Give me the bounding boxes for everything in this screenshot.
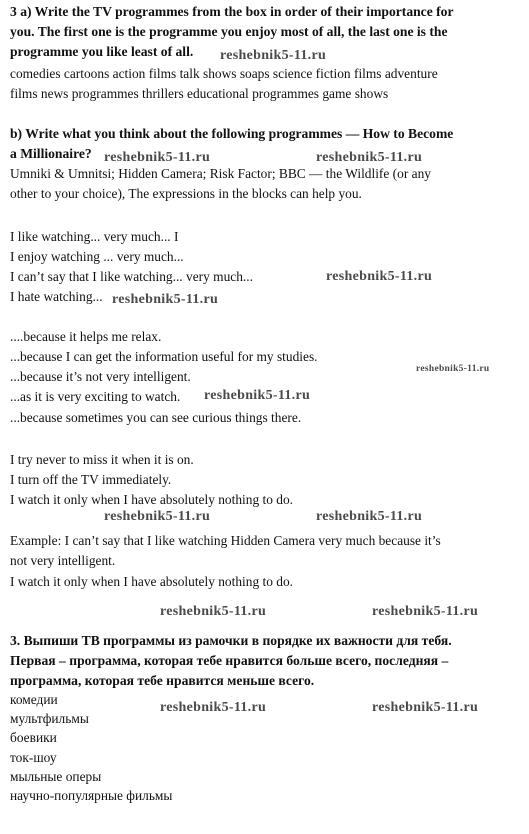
block3-line: I try never to miss it when it is on. [10,452,194,467]
programmes-box-line2: films news programmes thrillers educational programmes game shows [10,86,389,101]
block1-line: I can’t say that I like watching... very much... [10,269,253,284]
watermark: reshebnik5-11.ru [220,48,327,63]
example-line2: not very intelligent. [10,553,116,568]
block3-line: I turn off the TV immediately. [10,472,172,487]
section-a-title-line1: 3 a) Write the TV programmes from the box in order of their importance for [10,4,454,19]
block2-line: ...because I can get the information useful for my studies. [10,349,318,364]
section-a-title-line2: you. The first one is the programme you enjoy most of all, the last one is the [10,24,448,39]
block1-line: I hate watching... [10,289,103,304]
section-b-title-line2: a Millionaire? [10,146,92,161]
watermark: reshebnik5-11.ru [112,292,219,307]
example-line3: I watch it only when I have absolutely nothing to do. [10,574,294,589]
russian-list-item: комедии [10,692,58,707]
block2-line: ...because it’s not very intelligent. [10,369,191,384]
russian-list-item: мультфильмы [10,711,89,726]
example-line1: Example: I can’t say that I like watching Hidden Camera very much because it’s [10,533,441,548]
watermark: reshebnik5-11.ru [372,604,479,619]
russian-list-item: мыльные оперы [10,769,102,784]
watermark: reshebnik5-11.ru [104,150,211,165]
section-b-text-line1: Umniki & Umnitsi; Hidden Camera; Risk Factor; BBC — the Wildlife (or any [10,166,431,181]
section-a-title-line3: programme you like least of all. [10,44,194,59]
watermark: reshebnik5-11.ru [316,150,423,165]
watermark: reshebnik5-11.ru [326,269,433,284]
block2-line: ....because it helps me relax. [10,329,162,344]
watermark: reshebnik5-11.ru [204,388,311,403]
watermark: reshebnik5-11.ru [316,509,423,524]
block1-line: I like watching... very much... I [10,229,179,244]
russian-title-line1: 3. Выпиши ТВ программы из рамочки в порядке их важности для тебя. [10,633,452,648]
russian-list-item: научно-популярные фильмы [10,788,173,803]
watermark: reshebnik5-11.ru [160,700,267,715]
watermark: reshebnik5-11.ru [160,604,267,619]
section-b-text-line2: other to your choice), The expressions in the blocks can help you. [10,186,362,201]
russian-list-item: ток-шоу [10,750,57,765]
programmes-box-line1: comedies cartoons action films talk shows soaps science fiction films adventure [10,66,438,81]
watermark: reshebnik5-11.ru [416,364,490,374]
block3-line: I watch it only when I have absolutely nothing to do. [10,492,294,507]
section-b-title-line1: b) Write what you think about the following programmes — How to Become [10,126,454,141]
russian-title-line3: программа, которая тебе нравится меньше всего. [10,673,315,688]
watermark: reshebnik5-11.ru [104,509,211,524]
block2-line: ...because sometimes you can see curious things there. [10,410,302,425]
block2-line: ...as it is very exciting to watch. [10,389,181,404]
block1-line: I enjoy watching ... very much... [10,249,184,264]
watermark: reshebnik5-11.ru [372,700,479,715]
russian-title-line2: Первая – программа, которая тебе нравится больше всего, последняя – [10,653,449,668]
russian-list-item: боевики [10,730,57,745]
